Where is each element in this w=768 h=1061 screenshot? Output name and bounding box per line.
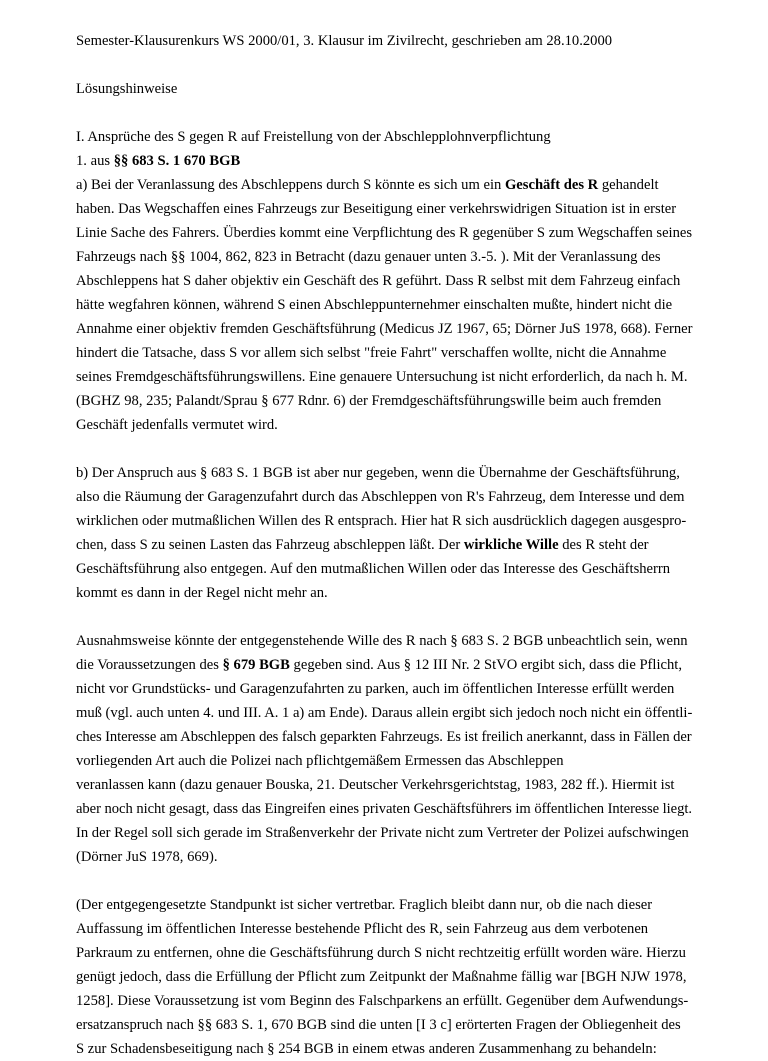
paragraph-d-line: S zur Schadensbeseitigung nach § 254 BGB in einem etwas anderen Zusammenhang zu behandeln:: [76, 1041, 657, 1057]
subsection-heading: [76, 149, 692, 173]
paragraph-b-line: b) Der Anspruch aus § 683 S. 1 BGB ist aber nur gegeben, wenn die Übernahme der Geschäftsführung,: [76, 465, 680, 481]
paragraph-a-line: Linie Sache des Fahrers. Überdies kommt eine Verpflichtung des R gegenüber S zum Wegschaffen seines: [76, 225, 693, 241]
paragraph-c-line: nicht vor Grundstücks- und Garagenzufahrten zu parken, auch im öffentlichen Interesse erfüllt werden: [76, 681, 675, 697]
paragraph-a-line: Geschäft jedenfalls vermutet wird.: [76, 417, 278, 433]
paragraph-c-line: veranlassen kann (dazu genauer Bouska, 21. Deutscher Verkehrsgerichtstag, 1983, 282 ff.). Hiermit ist: [76, 777, 675, 793]
paragraph-c: [76, 629, 692, 869]
paragraph-b-line: Geschäftsführung also entgegen. Auf den mutmaßlichen Willen oder das Interesse des Geschäftsherrn: [76, 561, 671, 577]
paragraph-a-line: hindert die Tatsache, dass S vor allem sich selbst "freie Fahrt" verschaffen wollte, nicht die Annahme: [76, 345, 667, 361]
paragraph-c-line: ches Interesse am Abschleppen des falsch geparkten Fahrzeugs. Es ist freilich anerkannt, dass in Fällen der: [76, 729, 692, 745]
paragraph-a-line: Abschleppens hat S daher objektiv ein Geschäft des R geführt. Dass R selbst mit dem Fahrzeug einfach: [76, 273, 681, 289]
paragraph-a-line: seines Fremdgeschäftsführungswillens. Eine genauere Untersuchung ist nicht erforderlich, da nach h. M.: [76, 369, 688, 385]
paragraph-a-line: a) Bei der Veranlassung des Abschleppens durch S könnte es sich um ein Geschäft des R gehandelt: [76, 177, 659, 193]
document-header: Semester-Klausurenkurs WS 2000/01, 3. Klausur im Zivilrecht, geschrieben am 28.10.2000: [76, 33, 613, 49]
subsection-statute: §§ 683 S. 1 670 BGB: [113, 153, 241, 169]
paragraph-c-line: (Dörner JuS 1978, 669).: [76, 849, 218, 865]
paragraph-b-line: also die Räumung der Garagenzufahrt durch das Abschleppen von R's Fahrzeug, dem Interesse und dem: [76, 489, 685, 505]
paragraph-d-line: ersatzanspruch nach §§ 683 S. 1, 670 BGB sind die unten [I 3 c] erörterten Fragen der Obliegenheit des: [76, 1017, 681, 1033]
paragraph-c-line: vorliegenden Art auch die Polizei nach pflichtgemäßem Ermessen das Abschleppen: [76, 753, 564, 769]
paragraph-d-line: Auffassung im öffentlichen Interesse bestehende Pflicht des R, sein Fahrzeug aus dem verbotenen: [76, 921, 649, 937]
paragraph-a: [76, 173, 692, 437]
paragraph-c-line: Ausnahmsweise könnte der entgegenstehende Wille des R nach § 683 S. 2 BGB unbeachtlich sein, wenn: [76, 633, 688, 649]
paragraph-a-line: Annahme einer objektiv fremden Geschäftsführung (Medicus JZ 1967, 65; Dörner JuS 1978, 668). Ferner: [76, 321, 693, 337]
paragraph-b-line: chen, dass S zu seinen Lasten das Fahrzeug abschleppen läßt. Der wirkliche Wille des R steht der: [76, 537, 649, 553]
paragraph-c-line: In der Regel soll sich gerade im Straßenverkehr der Private nicht zum Vertreter der Polizei aufschwingen: [76, 825, 689, 841]
subsection-prefix: 1. aus: [76, 153, 114, 169]
paragraph-a-line: Fahrzeugs nach §§ 1004, 862, 823 in Betracht (dazu genauer unten 3.-5. ). Mit der Veranlassung des: [76, 249, 661, 265]
paragraph-b-line: kommt es dann in der Regel nicht mehr an.: [76, 585, 328, 601]
section-title: I. Ansprüche des S gegen R auf Freistellung von der Abschlepplohnverpflichtung: [76, 129, 551, 145]
solution-hints-heading: Lösungshinweise: [76, 81, 178, 97]
paragraph-b-line: wirklichen oder mutmaßlichen Willen des R entsprach. Hier hat R sich ausdrücklich dagegen ausgespro-: [76, 513, 687, 529]
paragraph-a-line: (BGHZ 98, 235; Palandt/Sprau § 677 Rdnr. 6) der Fremdgeschäftsführungswille beim auch fremden: [76, 393, 662, 409]
paragraph-c-line: aber noch nicht gesagt, dass das Eingreifen eines privaten Geschäftsführers im öffentlichen Interesse liegt.: [76, 801, 692, 817]
document-body: [76, 29, 692, 1061]
paragraph-a-line: haben. Das Wegschaffen eines Fahrzeugs zur Beseitigung einer verkehrswidrigen Situation ist in erster: [76, 201, 677, 217]
paragraph-d-line: 1258]. Diese Voraussetzung ist vom Beginn des Falschparkens an erfüllt. Gegenüber dem Aufwendungs-: [76, 993, 689, 1009]
paragraph-d-line: Parkraum zu entfernen, ohne die Geschäftsführung durch S nicht rechtzeitig erfüllt worden wäre. Hierzu: [76, 945, 686, 961]
paragraph-a-line: hätte wegfahren können, während S einen Abschleppunternehmer einschalten mußte, hindert nicht die: [76, 297, 673, 313]
paragraph-c-line: die Voraussetzungen des § 679 BGB gegeben sind. Aus § 12 III Nr. 2 StVO ergibt sich, dass die Pflicht,: [76, 657, 683, 673]
paragraph-b: [76, 461, 692, 605]
paragraph-d-line: genügt jedoch, dass die Erfüllung der Pflicht zum Zeitpunkt der Maßnahme fällig war [BGH NJW 1978,: [76, 969, 687, 985]
paragraph-d: [76, 893, 692, 1061]
paragraph-c-line: muß (vgl. auch unten 4. und III. A. 1 a) am Ende). Daraus allein ergibt sich jedoch noch nicht ein öffentli-: [76, 705, 693, 721]
paragraph-d-line: (Der entgegengesetzte Standpunkt ist sicher vertretbar. Fraglich bleibt dann nur, ob die nach dieser: [76, 897, 653, 913]
